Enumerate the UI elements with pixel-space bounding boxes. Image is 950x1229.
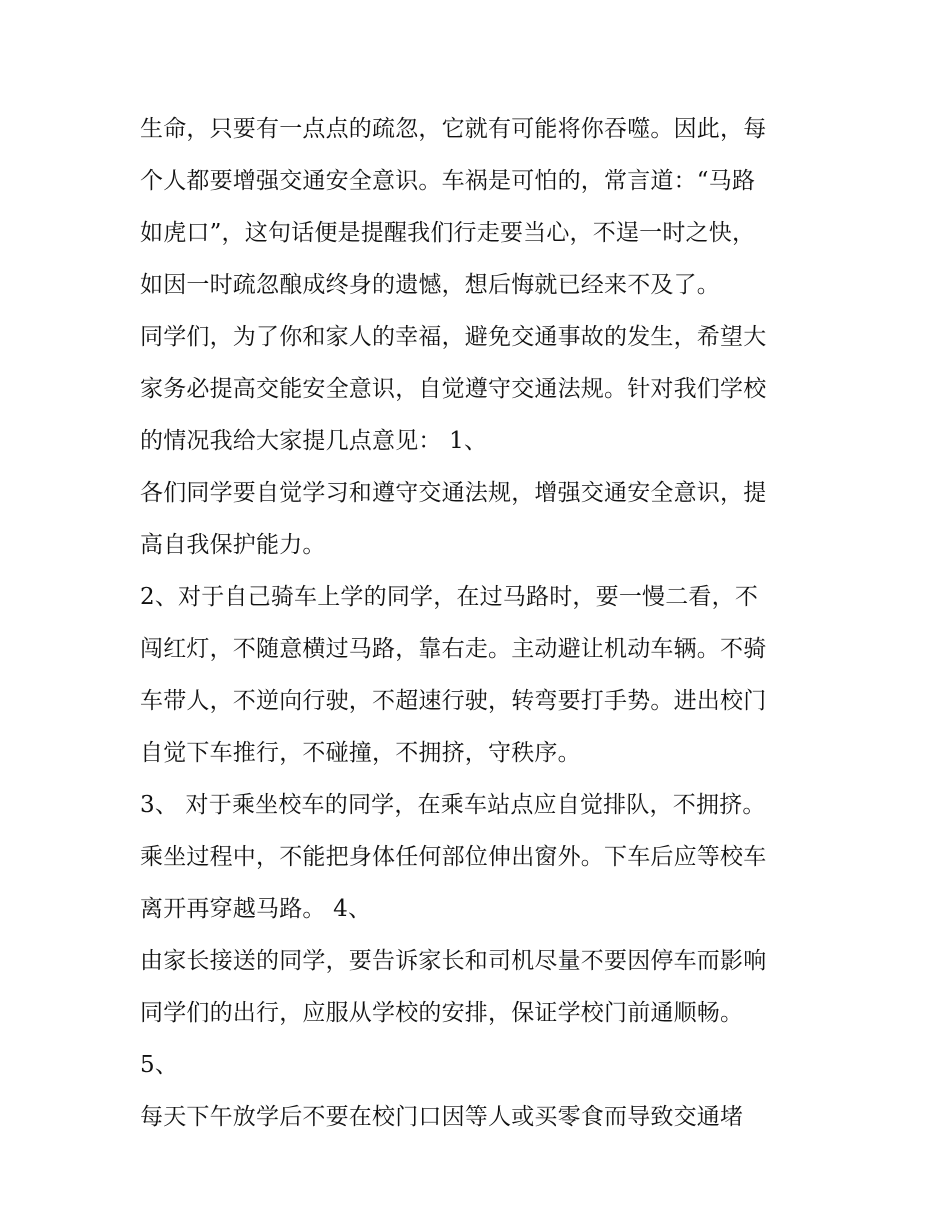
text-line: 如虎口”，这句话便是提醒我们行走要当心，不逞一时之快， [140,220,756,246]
text-line: 每天下午放学后不要在校门口因等人或买零食而导致交通堵 [140,1104,744,1130]
text-line: 如因一时疏忽酿成终身的遗憾，想后悔就已经来不及了。 [140,272,720,298]
text-line: 同学们，为了你和家人的幸福，避免交通事故的发生，希望大 [140,324,767,350]
text-line: 闯红灯，不随意横过马路，靠右走。主动避让机动车辆。不骑 [140,636,767,662]
text-line: 个人都要增强交通安全意识。车祸是可怕的，常言道：“马路 [140,168,756,194]
text-line: 家务必提高交能安全意识，自觉遵守交通法规。针对我们学校 [140,376,767,402]
text-line: 5、 [140,1052,179,1078]
text-line: 高自我保护能力。 [140,532,326,558]
text-line: 离开再穿越马路。 4、 [140,896,372,922]
text-line: 3、 对于乘坐校车的同学，在乘车站点应自觉排队，不拥挤。 [140,792,766,818]
text-line: 2、对于自己骑车上学的同学，在过马路时，要一慢二看，不 [140,584,759,610]
text-line: 自觉下车推行，不碰撞，不拥挤，守秩序。 [140,740,581,766]
text-line: 乘坐过程中，不能把身体任何部位伸出窗外。下车后应等校车 [140,844,767,870]
text-line: 各们同学要自觉学习和遵守交通法规，增强交通安全意识，提 [140,480,767,506]
text-line: 的情况我给大家提几点意见： 1、 [140,428,488,454]
text-line: 同学们的出行，应服从学校的安排，保证学校门前通顺畅。 [140,1000,744,1026]
text-line: 生命，只要有一点点的疏忽，它就有可能将你吞噬。因此，每 [140,116,767,142]
body-text [140,103,840,1143]
text-line: 车带人，不逆向行驶，不超速行驶，转弯要打手势。进出校门 [140,688,767,714]
text-line: 由家长接送的同学，要告诉家长和司机尽量不要因停车而影响 [140,948,767,974]
